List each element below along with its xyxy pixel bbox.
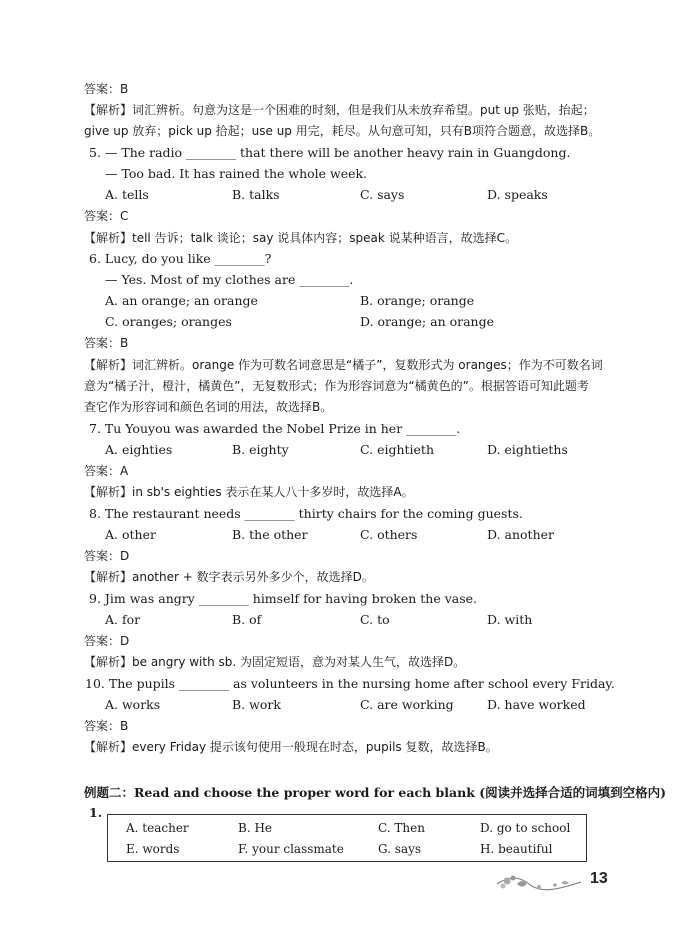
q6-option-a: A. an orange; an orange — [105, 293, 258, 308]
question-8: 8. The restaurant needs ________ thirty chairs for the coming guests. — [89, 506, 523, 521]
question-9: 9. Jim was angry ________ himself for having broken the vase. — [89, 591, 478, 606]
q8-option-a: A. other — [105, 527, 156, 542]
word-option: G. says — [378, 842, 422, 856]
q10-option-d: D. have worked — [487, 697, 586, 712]
q5-option-b: B. talks — [232, 187, 280, 202]
q10-option-c: C. are working — [360, 697, 454, 712]
q5-option-a: A. tells — [105, 187, 149, 202]
analysis-line: 【解析】in sb's eighties 表示在某人八十多岁时，故选择A。 — [84, 485, 414, 499]
answer-label: 答案：B — [84, 82, 129, 96]
word-option: F. your classmate — [238, 842, 344, 856]
q8-option-c: C. others — [360, 527, 418, 542]
analysis-line: 【解析】词汇辨析。orange 作为可数名词意思是“橘子”，复数形式为 oranges；作为不可数名词 — [84, 358, 603, 372]
q6-option-d: D. orange; an orange — [360, 314, 494, 329]
analysis-line: 【解析】词汇辨析。句意为这是一个困难的时刻，但是我们从未放弃希望。put up 张贴，抬起； — [84, 103, 595, 117]
q7-option-b: B. eighty — [232, 442, 289, 457]
q10-option-a: A. works — [105, 697, 161, 712]
item-number: 1. — [89, 805, 103, 820]
word-option: C. Then — [378, 821, 425, 835]
q9-option-b: B. of — [232, 612, 262, 627]
q7-option-a: A. eighties — [105, 442, 173, 457]
question-5-reply: — Too bad. It has rained the whole week. — [105, 166, 368, 181]
answer-label: 答案：A — [84, 464, 129, 478]
answer-label: 答案：B — [84, 719, 129, 733]
q7-option-c: C. eightieth — [360, 442, 435, 457]
floral-ornament-icon — [495, 872, 583, 894]
question-10: 10. The pupils ________ as volunteers in the nursing home after school every Friday. — [85, 676, 615, 691]
q7-option-d: D. eightieths — [487, 442, 568, 457]
page-number: 13 — [590, 870, 608, 887]
answer-label: 答案：D — [84, 549, 130, 563]
word-option: H. beautiful — [480, 842, 553, 856]
q9-option-c: C. to — [360, 612, 390, 627]
word-option: A. teacher — [126, 821, 189, 835]
analysis-line: 【解析】tell 告诉；talk 谈论；say 说具体内容；speak 说某种语言，故选择C。 — [84, 231, 517, 245]
question-6-reply: — Yes. Most of my clothes are ________. — [105, 272, 354, 287]
question-6: 6. Lucy, do you like ________? — [89, 251, 272, 266]
q9-option-d: D. with — [487, 612, 533, 627]
word-option: B. He — [238, 821, 273, 835]
q5-option-c: C. says — [360, 187, 405, 202]
analysis-line: 查它作为形容词和颜色名词的用法，故选择B。 — [84, 400, 333, 414]
answer-label: 答案：C — [84, 209, 129, 223]
section-heading: 例题二：Read and choose the proper word for each blank (阅读并选择合适的词填到空格内) — [84, 785, 667, 800]
analysis-line: 【解析】be angry with sb. 为固定短语，意为对某人生气，故选择D。 — [84, 655, 466, 669]
word-option: D. go to school — [480, 821, 571, 835]
q8-option-d: D. another — [487, 527, 554, 542]
answer-label: 答案：D — [84, 634, 130, 648]
analysis-line: 意为“橘子汁，橙汁，橘黄色”，无复数形式；作为形容词意为“橘黄色的”。根据答语可知此题考 — [84, 379, 589, 393]
analysis-line: give up 放弃；pick up 拾起；use up 用完，耗尽。从句意可知，只有B项符合题意，故选择B。 — [84, 124, 601, 138]
q8-option-b: B. the other — [232, 527, 308, 542]
word-option: E. words — [126, 842, 180, 856]
question-5: 5. — The radio ________ that there will be another heavy rain in Guangdong. — [89, 145, 571, 160]
question-7: 7. Tu Youyou was awarded the Nobel Prize in her ________. — [89, 421, 461, 436]
analysis-line: 【解析】another + 数字表示另外多少个，故选择D。 — [84, 570, 374, 584]
answer-label: 答案：B — [84, 336, 129, 350]
q6-option-c: C. oranges; oranges — [105, 314, 232, 329]
word-bank-box — [107, 814, 587, 862]
q9-option-a: A. for — [105, 612, 141, 627]
q6-option-b: B. orange; orange — [360, 293, 475, 308]
analysis-line: 【解析】every Friday 提示该句使用一般现在时态，pupils 复数，故选择B。 — [84, 740, 498, 754]
q5-option-d: D. speaks — [487, 187, 548, 202]
q10-option-b: B. work — [232, 697, 281, 712]
